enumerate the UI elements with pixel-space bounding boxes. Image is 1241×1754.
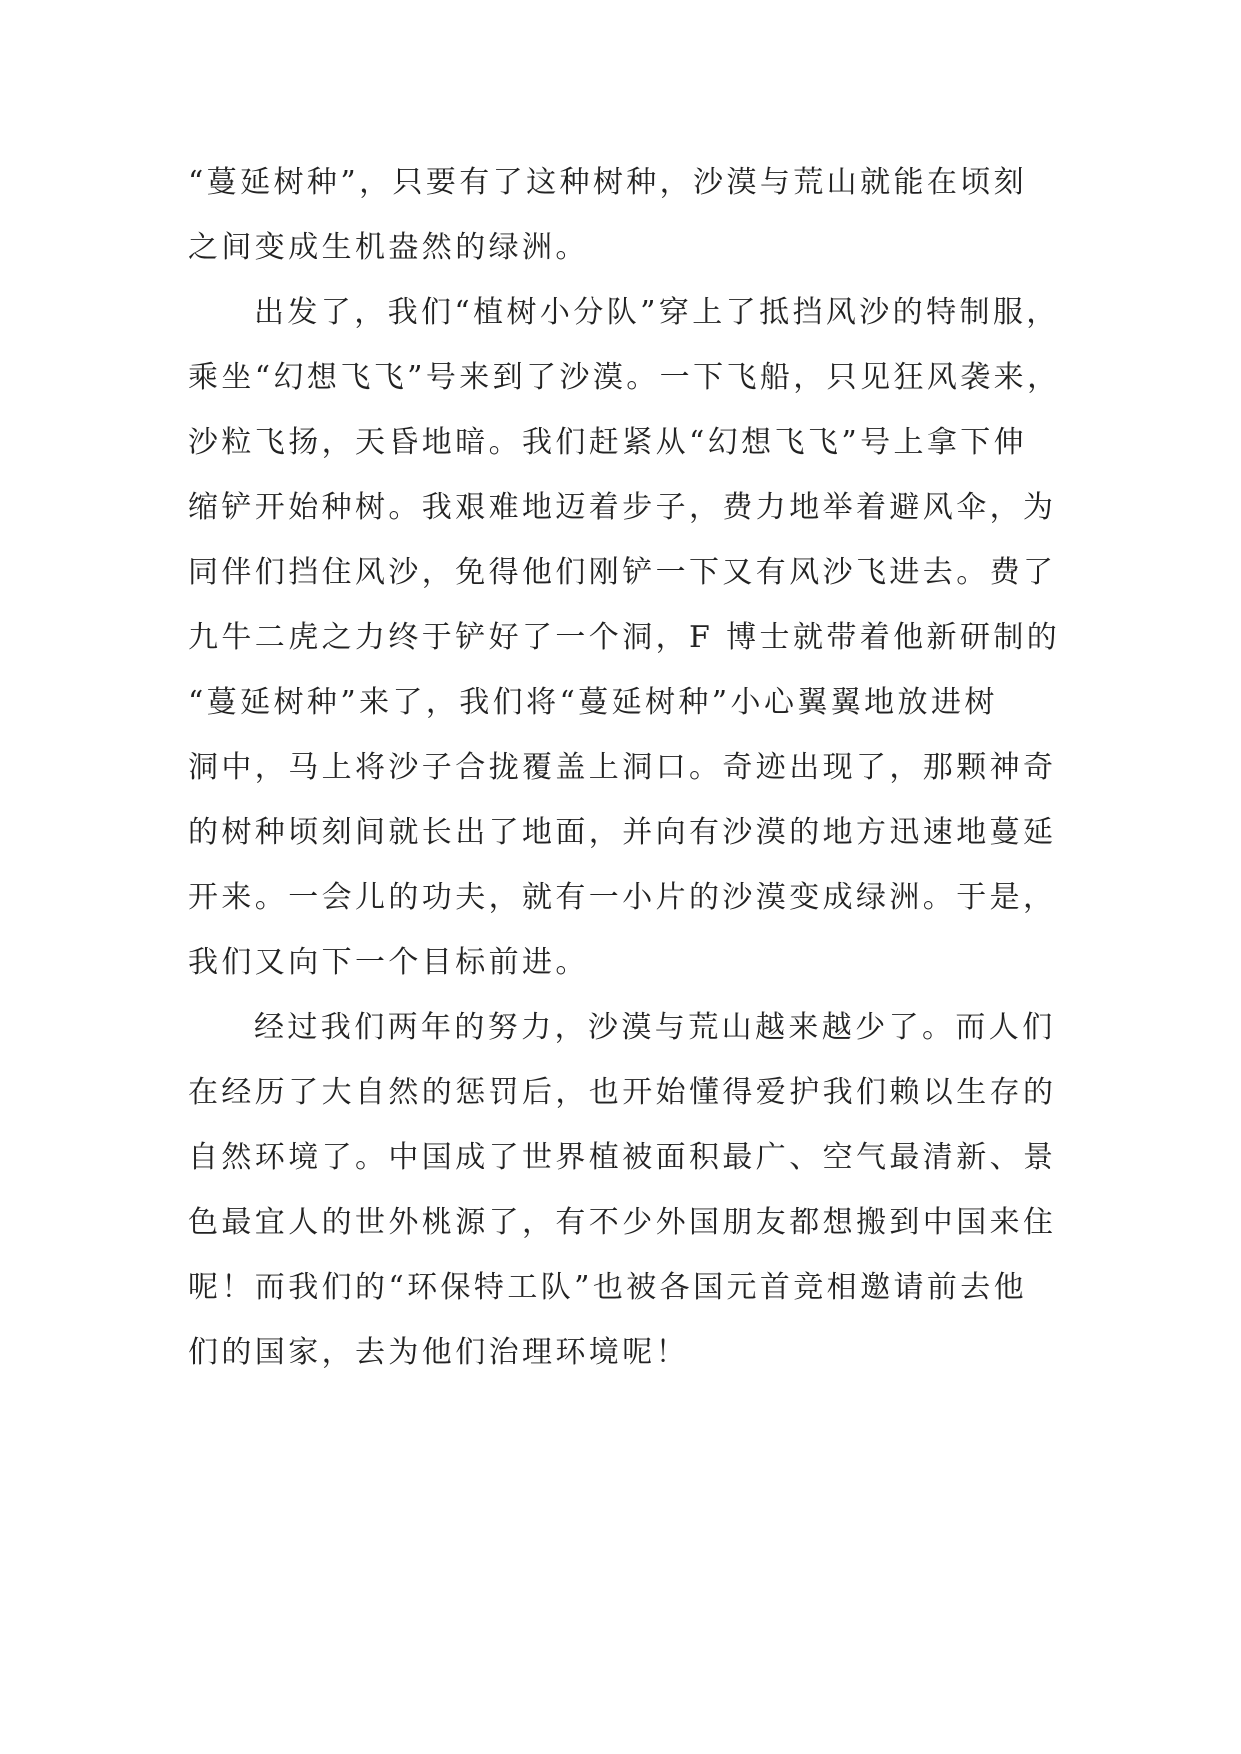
paragraph-start-line: 出发了，我们“植树小分队”穿上了抵挡风沙的特制服， [254, 295, 1060, 330]
text-line: 在经历了大自然的惩罚后，也开始懂得爱护我们赖以生存的 [188, 1075, 1057, 1110]
text-line: 缩铲开始种树。我艰难地迈着步子，费力地举着避风伞，为 [188, 490, 1057, 525]
text-line: 们的国家，去为他们治理环境呢！ [188, 1335, 689, 1370]
text-line: 乘坐“幻想飞飞”号来到了沙漠。一下飞船，只见狂风袭来， [188, 360, 1061, 395]
text-line: 我们又向下一个目标前进。 [188, 945, 589, 980]
text-line: 九牛二虎之力终于铲好了一个洞，F 博士就带着他新研制的 [188, 620, 1061, 655]
body-text [188, 150, 1061, 1385]
paragraph-start-line: 经过我们两年的努力，沙漠与荒山越来越少了。而人们 [254, 1010, 1056, 1045]
text-line: 自然环境了。中国成了世界植被面积最广、空气最清新、景 [188, 1140, 1057, 1175]
text-line: 开来。一会儿的功夫，就有一小片的沙漠变成绿洲。于是， [188, 880, 1057, 915]
text-line: 的树种顷刻间就长出了地面，并向有沙漠的地方迅速地蔓延 [188, 815, 1057, 850]
text-line: “蔓延树种”来了，我们将“蔓延树种”小心翼翼地放进树 [188, 685, 998, 720]
text-line: 呢！而我们的“环保特工队”也被各国元首竞相邀请前去他 [188, 1270, 1028, 1305]
text-line: 沙粒飞扬，天昏地暗。我们赶紧从“幻想飞飞”号上拿下伸 [188, 425, 1028, 460]
text-line: 之间变成生机盎然的绿洲。 [188, 230, 589, 265]
text-line: 洞中，马上将沙子合拢覆盖上洞口。奇迹出现了，那颗神奇 [188, 750, 1057, 785]
text-line: “蔓延树种”，只要有了这种树种，沙漠与荒山就能在顷刻 [188, 165, 1028, 200]
text-line: 色最宜人的世外桃源了，有不少外国朋友都想搬到中国来住 [188, 1205, 1057, 1240]
text-line: 同伴们挡住风沙，免得他们刚铲一下又有风沙飞进去。费了 [188, 555, 1057, 590]
